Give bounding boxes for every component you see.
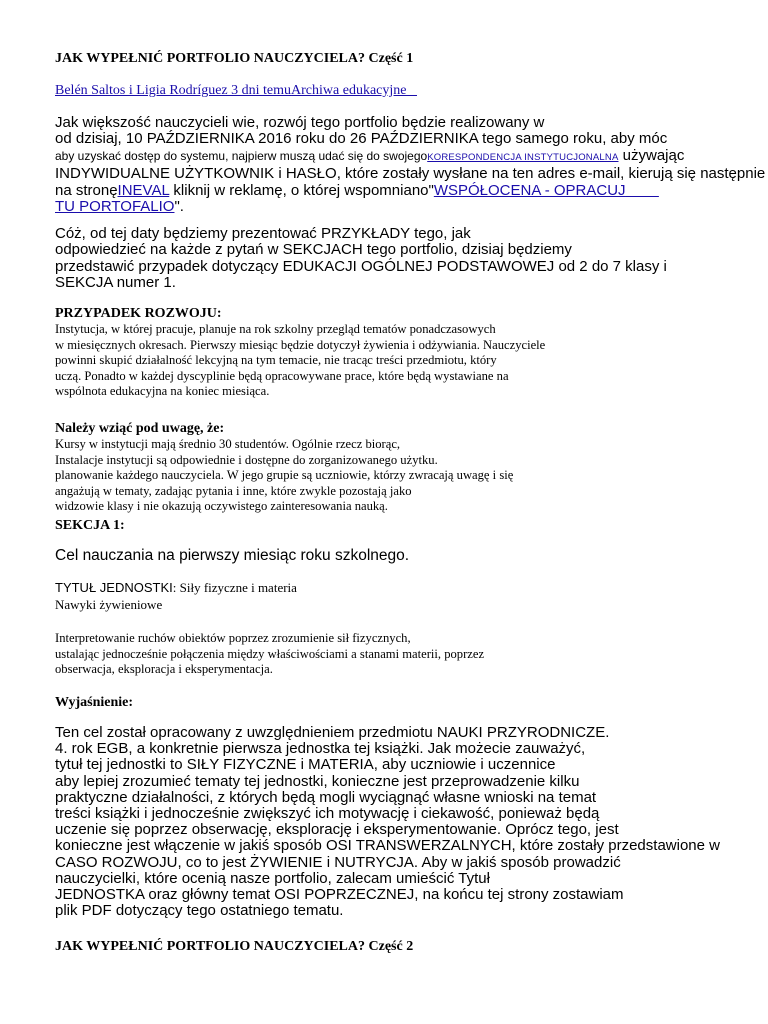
section1-heading: SEKCJA 1: <box>55 518 125 533</box>
unit-title-value: : Siły fizyczne i materia <box>172 580 297 595</box>
case-line: uczą. Ponadto w każdej dyscyplinie będą opracowywane prace, które będą wystawiane na <box>55 368 509 383</box>
note-line: Instalacje instytucji są odpowiednie i dostępne do zorganizowanego użytku. <box>55 452 438 467</box>
interp-line: Interpretowanie ruchów obiektów poprzez zrozumienie sił fizycznych, <box>55 631 411 645</box>
examples-paragraph <box>55 226 667 292</box>
next-part-title: JAK WYPEŁNIĆ PORTFOLIO NAUCZYCIELA? Część 2 <box>55 939 414 954</box>
article-title: JAK WYPEŁNIĆ PORTFOLIO NAUCZYCIELA? Część 1 <box>55 51 414 66</box>
section1-goal: Cel nauczania na pierwszy miesiąc roku szkolnego. <box>55 547 410 564</box>
interp-line: obserwacja, eksploracja i eksperymentacja. <box>55 662 273 677</box>
explanation-line: CASO ROZWOJU, co to jest ŻYWIENIE i NUTRYCJA. Aby w jakiś sposób prowadzić <box>55 853 621 871</box>
korespondencja-link[interactable]: KORESPONDENCJA INSTYTUCJONALNA <box>427 151 619 163</box>
unit-title-label: TYTUŁ JEDNOSTKI <box>55 580 173 595</box>
intro-line-6-tail: ". <box>174 198 184 216</box>
wspoloscena-link[interactable]: WSPÓŁOCENA - OPRACUJ <box>433 181 626 199</box>
unit-title-line <box>55 579 297 596</box>
explanation-line: treści książki i jednocześnie zwiększyć ich motywację i ciekawość, ponieważ będą <box>55 805 600 823</box>
ineval-link[interactable]: INEVAL <box>117 181 170 199</box>
examples-line-3: przedstawić przypadek dotyczący EDUKACJI OGÓLNEJ PODSTAWOWEJ od 2 do 7 klasy i <box>55 257 667 275</box>
intro-paragraph <box>55 115 765 215</box>
explanation-line: aby lepiej zrozumieć tematy tej jednostki, konieczne jest przeprowadzenie kilku <box>55 772 580 790</box>
explanation-line: JEDNOSTKA oraz główny temat OSI POPRZECZNEJ, na końcu tej strony zostawiam <box>55 886 624 904</box>
unit-block <box>55 579 297 613</box>
intro-line-1: Jak większość nauczycieli wie, rozwój tego portfolio będzie realizowany w <box>55 114 545 131</box>
examples-line-2: odpowiedzieć na każde z pytań w SEKCJACH tego portfolio, dzisiaj będziemy <box>55 241 572 259</box>
case-line: powinni skupić działalność lekcyjną na tym temacie, nie tracąc treści przedmiotu, który <box>55 353 497 368</box>
interp-line: ustalając jednocześnie połączenia między właściwościami a stanami materii, poprzez <box>55 646 485 661</box>
explanation-line: 4. rok EGB, a konkretnie pierwsza jednostka tej książki. Jak możecie zauważyć, <box>55 740 586 758</box>
explanation-body <box>55 725 720 919</box>
byline <box>55 83 417 99</box>
note-heading: Należy wziąć pod uwagę, że: <box>55 421 225 436</box>
explanation-line: nauczycielki, które ocenią nasze portfolio, zalecam umieścić Tytuł <box>55 869 490 887</box>
explanation-line: uczenie się poprzez obserwację, eksplorację i eksperymentowanie. Oprócz tego, jest <box>55 821 619 839</box>
intro-line-5-mid: kliknij w reklamę, o której wspomniano" <box>169 181 434 199</box>
portofalio-link[interactable]: TU PORTOFALIO <box>55 198 175 216</box>
examples-line-1: Cóż, od tej daty będziemy prezentować PRZYKŁADY tego, jak <box>55 225 471 242</box>
note-line: Kursy w instytucji mają średnio 30 studentów. Ogólnie rzecz biorąc, <box>55 437 401 451</box>
explanation-line: Ten cel został opracowany z uwzględnieniem przedmiotu NAUKI PRZYRODNICZE. <box>55 724 610 741</box>
note-line: planowanie każdego nauczyciela. W jego grupie są uczniowie, którzy zwracają uwagę i się <box>55 468 514 483</box>
case-line: wspólnota edukacyjna na koniec miesiąca. <box>55 384 270 399</box>
intro-line-3-tail: używając <box>618 146 685 164</box>
interpretation-body <box>55 631 484 678</box>
explanation-line: konieczne jest włączenie w jakiś sposób OSI TRANSWERZALNYCH, które zostały przedstawione w <box>55 837 720 855</box>
note-line: angażują w tematy, zadając pytania i inne, które zwykle pozostają jako <box>55 483 412 498</box>
examples-line-4: SEKCJA numer 1. <box>55 274 176 292</box>
intro-line-5 <box>55 183 765 199</box>
case-heading: PRZYPADEK ROZWOJU: <box>55 306 222 321</box>
case-line: w miesięcznych okresach. Pierwszy miesiąc będzie dotyczył żywienia i odżywiania. Nauczyciele <box>55 337 546 352</box>
note-body <box>55 437 513 515</box>
explanation-heading: Wyjaśnienie: <box>55 695 134 710</box>
habits-line: Nawyki żywieniowe <box>55 597 163 612</box>
intro-line-4: INDYWIDUALNE UŻYTKOWNIK i HASŁO, które zostały wysłane na ten adres e-mail, kierują się następnie <box>55 165 766 183</box>
note-line: widzowie klasy i nie okazują oczywistego zainteresowania nauką. <box>55 499 388 514</box>
case-line: Instytucja, w której pracuje, planuje na rok szkolny przegląd tematów ponadczasowych <box>55 322 496 336</box>
intro-line-3 <box>55 148 765 166</box>
intro-line-3-text: aby uzyskać dostęp do systemu, najpierw muszą udać się do swojego <box>55 148 428 163</box>
intro-line-6 <box>55 199 765 215</box>
intro-line-2: od dzisiaj, 10 PAŹDZIERNIKA 2016 roku do 26 PAŹDZIERNIKA tego samego roku, aby móc <box>55 130 668 148</box>
explanation-line: praktyczne działalności, z których będą mogli wyciągnąć własne wnioski na temat <box>55 788 597 806</box>
byline-authors-link[interactable]: Belén Saltos i Ligia Rodríguez 3 dni temu <box>55 83 292 98</box>
explanation-line: plik PDF dotyczący tego ostatniego tematu. <box>55 902 344 920</box>
intro-line-5-text: na stronę <box>55 181 118 199</box>
category-link[interactable]: Archiwa edukacyjne <box>291 83 407 98</box>
explanation-line: tytuł tej jednostki to SIŁY FIZYCZNE i MATERIA, aby uczniowie i uczennice <box>55 756 556 774</box>
case-body <box>55 322 545 400</box>
